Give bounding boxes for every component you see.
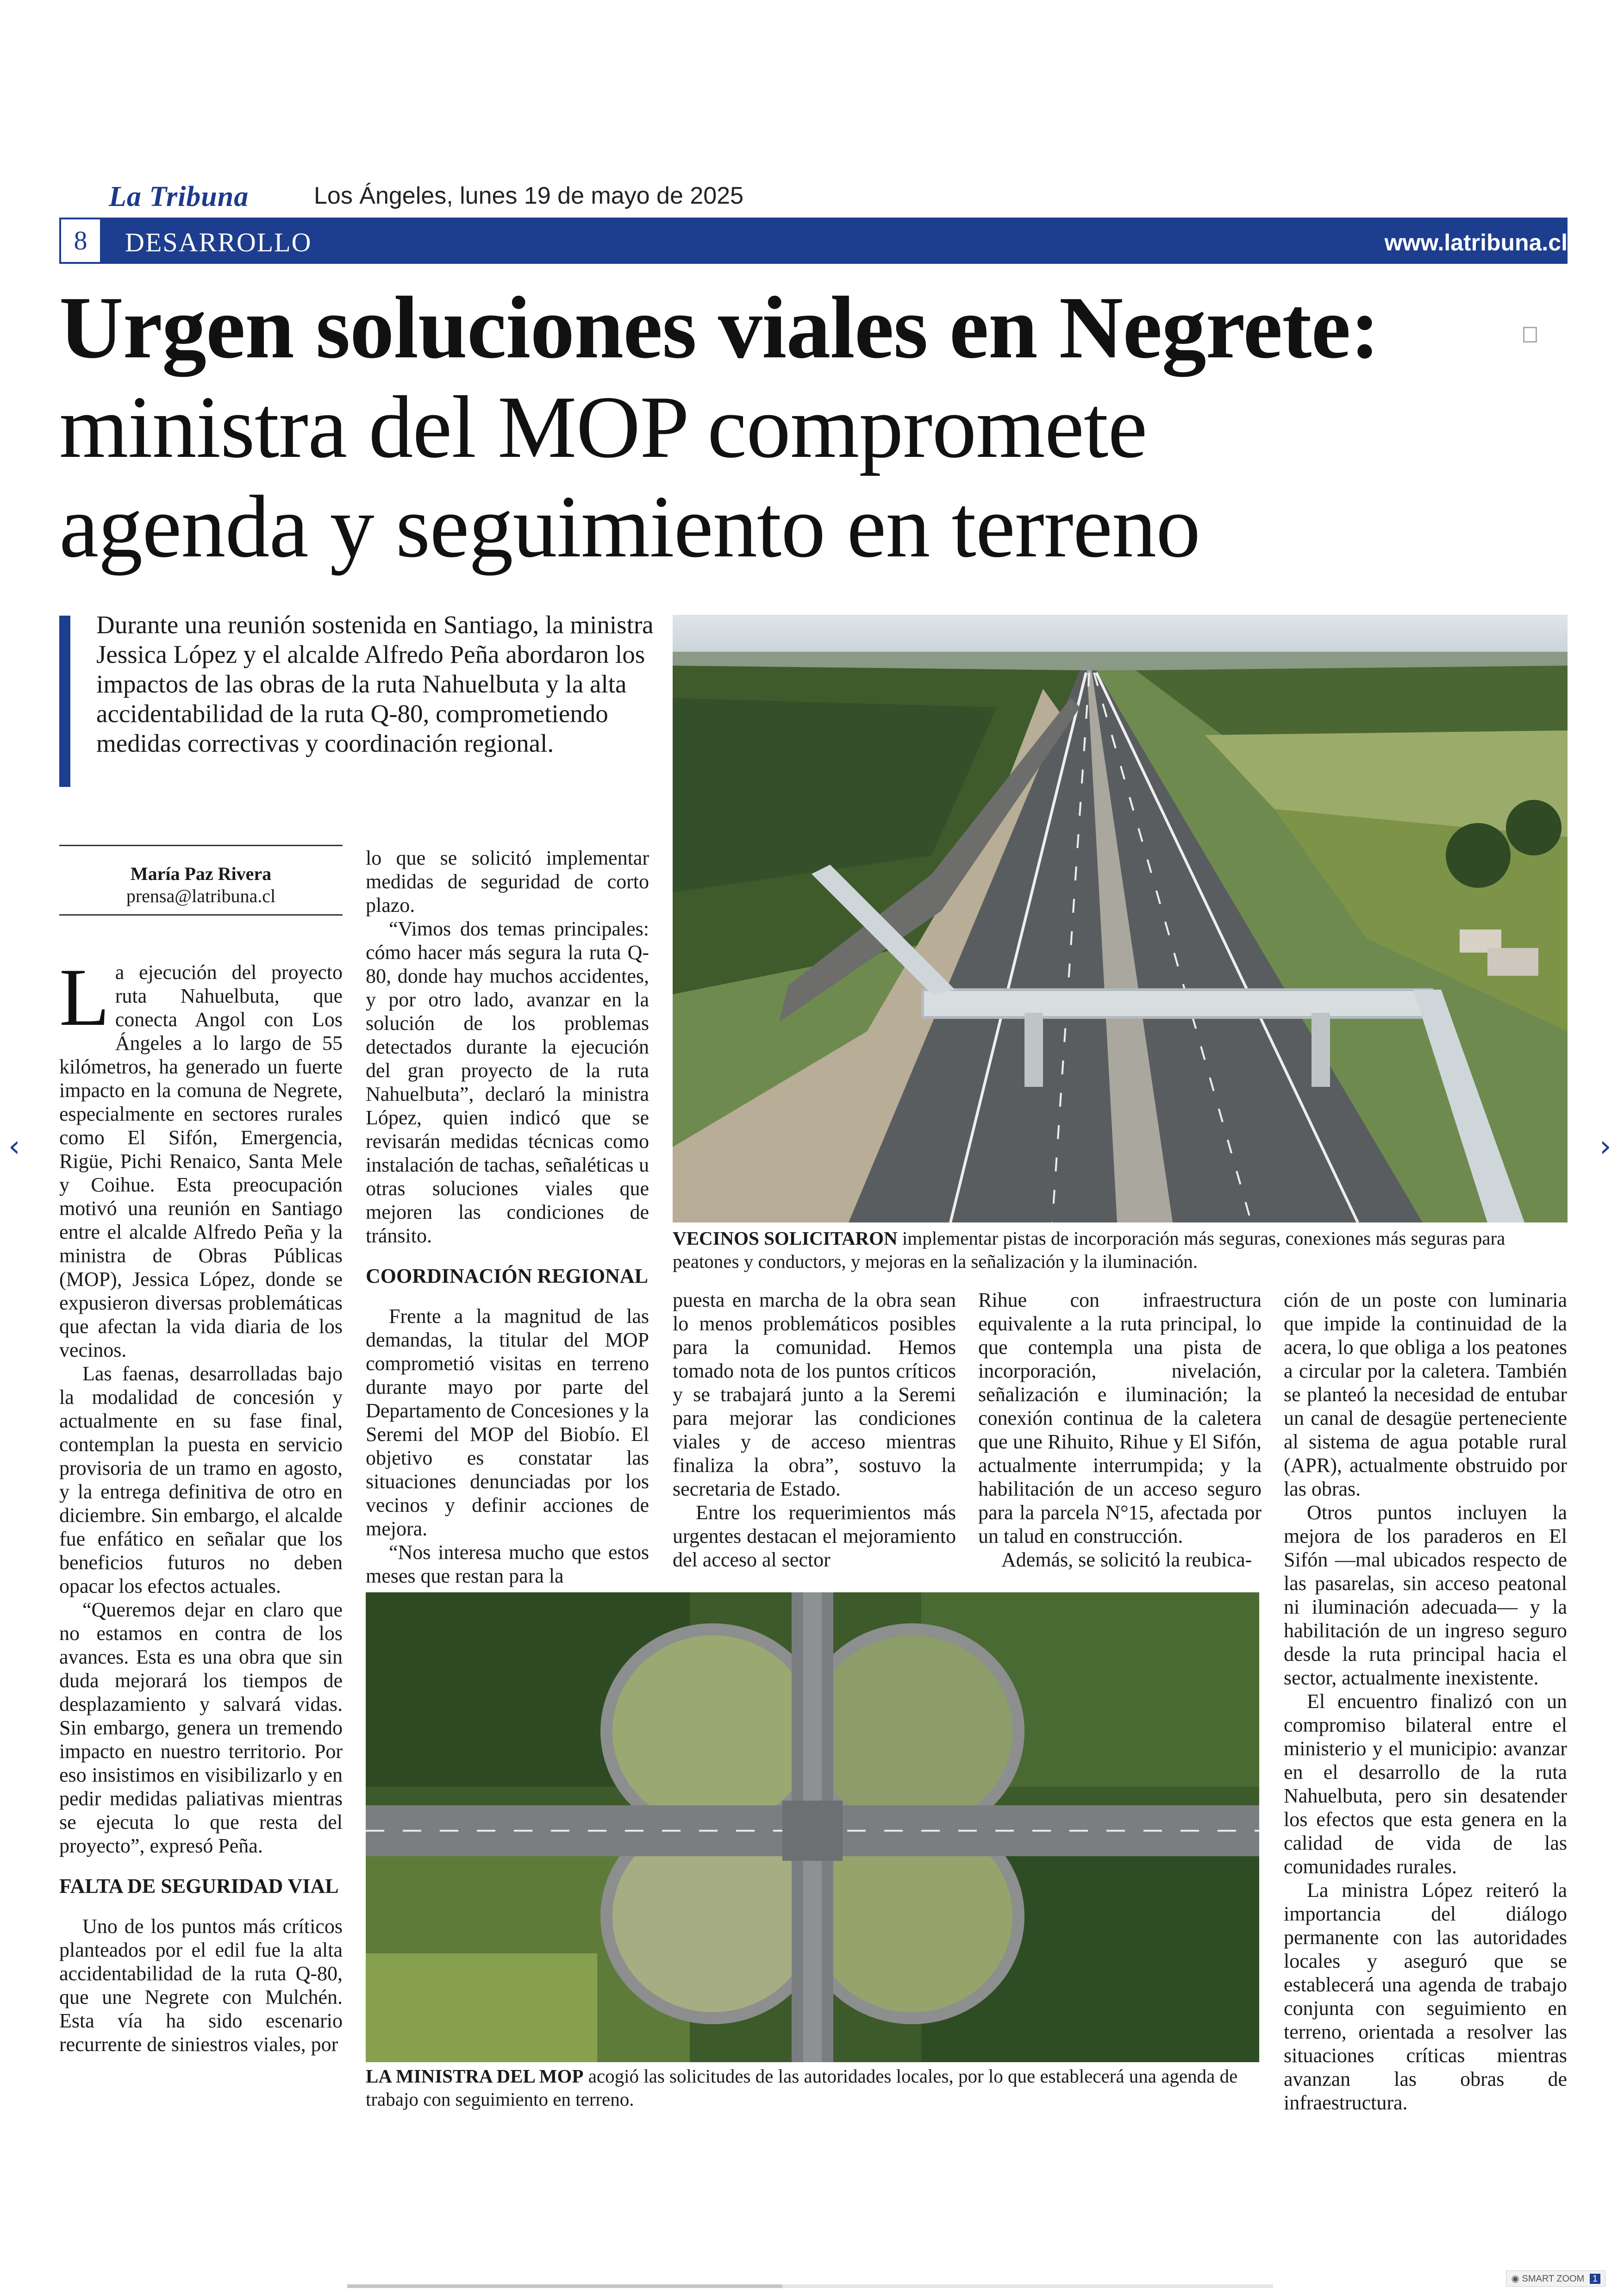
smart-zoom-label: SMART ZOOM: [1522, 2274, 1585, 2284]
drop-cap: L: [59, 951, 110, 1043]
share-icon[interactable]: [1523, 327, 1537, 343]
byline-author: María Paz Rivera: [130, 863, 272, 884]
byline-email[interactable]: prensa@latribuna.cl: [126, 886, 276, 906]
interchange-photo: [366, 1592, 1259, 2062]
lead-accent-bar: [59, 616, 70, 787]
paragraph: Frente a la magnitud de las demandas, la titular del MOP comprometió visitas en terreno durante mayo por parte del Departamento de Concesiones y la Seremi del MOP del Biobío. El objetivo es constatar las situaciones denunciadas por los vecinos y definir acciones de mejora.: [366, 1305, 649, 1540]
highway-photo: [673, 615, 1568, 1222]
highway-illustration: [673, 615, 1568, 1222]
page-number: 8: [59, 218, 102, 264]
photo-caption-1: [673, 1227, 1566, 1273]
subheading: FALTA DE SEGURIDAD VIAL: [59, 1875, 339, 1897]
paragraph: lo que se solicitó implementar medidas de seguridad de corto plazo.: [366, 847, 649, 917]
caption-lead: VECINOS SOLICITARON: [673, 1228, 898, 1249]
paragraph: Uno de los puntos más críticos planteados por el edil fue la alta accidentabilidad de la ruta Q-80, que une Negrete con Mulchén. Esta vía ha sido escenario recurrente de siniestros viales, por: [59, 1915, 343, 2056]
paragraph: Además, se solicitó la reubica-: [1001, 1548, 1252, 1571]
dateline: Los Ángeles, lunes 19 de mayo de 2025: [314, 182, 744, 209]
paragraph: “Nos interesa mucho que estos meses que restan para la: [366, 1541, 649, 1587]
paragraph: a ejecución del proyecto ruta Nahuelbuta, que conecta Angol con Los Ángeles a lo largo de 55 kilómetros, ha generado un fuerte impacto en la comuna de Negrete, especialmente en sectores rurales como El Sifón, Emergencia, Rigüe, Pichi Renaico, Santa Mele y Coihue. Esta preocupación motivó una reunión en Santiago entre el alcalde Alfredo Peña y la ministra de Obras Públicas (MOP), Jessica López, donde se expusieron diversas problemáticas que afectan la vida diaria de los vecinos.: [59, 961, 343, 1361]
paragraph: “Queremos dejar en claro que no estamos en contra de los avances. Esta es una obra que sin duda mejorará los tiempos de desplazamiento y salvará vidas. Sin embargo, genera un tremendo impacto en nuestro territorio. Por eso insistimos en visibilizarlo y en pedir medidas paliativas mientras se ejecuta lo que resta del proyecto”, expresó Peña.: [59, 1598, 343, 1857]
paragraph: puesta en marcha de la obra sean lo menos problemáticos posibles para la comunidad. Hemos tomado nota de los puntos críticos y se trabajará junto a la Seremi para mejorar las condiciones viales y de acceso mientras finaliza la obra”, sostuvo la secretaria de Estado.: [673, 1289, 956, 1500]
paragraph: “Vimos dos temas principales: cómo hacer más segura la ruta Q-80, donde hay muchos accidentes, y por otro lado, avanzar en la solución de los problemas detectados durante la ejecución del gran proyecto de la ruta Nahuelbuta”, declaró la ministra López, quien indicó que se revisarán medidas técnicas como instalación de tachas, señaléticas u otras soluciones viales que mejoren las condiciones de tránsito.: [366, 917, 649, 1247]
article-column-4: [978, 1288, 1262, 1572]
subheading: COORDINACIÓN REGIONAL: [366, 1265, 648, 1287]
smart-zoom-count: 1: [1590, 2274, 1600, 2284]
byline-rule-top: [59, 845, 343, 846]
byline-rule-bottom: [59, 914, 343, 916]
article-column-3: [673, 1288, 956, 1572]
smart-zoom-button[interactable]: [1506, 2270, 1605, 2287]
article-column-2: [366, 846, 649, 1588]
photo-caption-2: [366, 2064, 1259, 2111]
eye-icon: ◉: [1511, 2274, 1519, 2284]
headline-line-2-text: ministra del MOP compromete: [59, 378, 1147, 476]
paragraph: Rihue con infraestructura equivalente a la ruta principal, lo que contempla una pista de incorporación, nivelación, señalización e iluminación; la conexión continua de la caletera que une Rihuito, Rihue y El Sifón, actualmente interrumpida; y la habilitación de un acceso seguro para la parcela N°15, afectada por un talud en construcción.: [978, 1289, 1262, 1547]
paragraph: Otros puntos incluyen la mejora de los paraderos en El Sifón —mal ubicados respecto de las pasarelas, sin acceso peatonal ni iluminación adecuada— y la habilitación de un ingreso seguro desde la ruta principal hacia el sector, actualmente inexistente.: [1284, 1501, 1567, 1689]
next-page-icon[interactable]: ›: [1599, 1129, 1612, 1164]
paragraph: El encuentro finalizó con un compromiso bilateral entre el ministerio y el municipio: avanzar en el desarrollo de la ruta Nahuelbuta, pero sin desatender los efectos que esta genera en la calidad de vida de las comunidades rurales.: [1284, 1690, 1567, 1878]
website-link[interactable]: www.latribuna.cl: [1384, 230, 1568, 256]
caption-text: acogió las solicitudes de las autoridades locales, por lo que establecerá una agenda de trabajo con seguimiento en terreno.: [366, 2065, 1238, 2110]
previous-page-icon[interactable]: ‹: [8, 1129, 20, 1164]
caption-text: implementar pistas de incorporación más seguras, conexiones más seguras para peatones y conductors, y mejoras en la señalización y la iluminación.: [673, 1228, 1505, 1272]
newspaper-logo: La Tribuna: [109, 181, 249, 212]
article-column-5: [1284, 1288, 1567, 2114]
section-label: DESARROLLO: [125, 227, 312, 257]
caption-lead: LA MINISTRA DEL MOP: [366, 2065, 584, 2087]
paragraph: Entre los requerimientos más urgentes destacan el mejoramiento del acceso al sector: [673, 1501, 956, 1571]
paragraph: La ministra López reiteró la importancia del diálogo permanente con las autoridades locales y aseguró que se establecerá una agenda de trabajo conjunta con seguimiento en terreno, orientada a resolver las situaciones críticas mientras avanzan las obras de infraestructura.: [1284, 1879, 1567, 2114]
headline-line-1: Urgen soluciones viales en Negrete:: [59, 278, 1380, 377]
paragraph: ción de un poste con luminaria que impide la continuidad de la acera, lo que obliga a los peatones a circular por la caletera. También se planteó la necesidad de entubar un canal de desagüe perteneciente al sistema de agua potable rural (APR), actualmente obstruido por las obras.: [1284, 1289, 1567, 1500]
headline-line-3-text: agenda y seguimiento en terreno: [59, 477, 1200, 576]
headline-line-2: [59, 377, 1541, 576]
lead-paragraph: Durante una reunión sostenida en Santiago, la ministra Jessica López y el alcalde Alfredo Peña abordaron los impactos de las obras de la ruta Nahuelbuta y la alta accidentabilidad de la ruta Q-80, comprometiendo medidas correctivas y coordinación regional.: [96, 611, 654, 757]
scrollbar-thumb[interactable]: [347, 2284, 782, 2288]
article-column-1: [59, 951, 343, 2056]
paragraph: Las faenas, desarrolladas bajo la modalidad de concesión y actualmente en su fase final, contemplan la puesta en servicio provisoria de un tramo en agosto, y la entrega definitiva de otro en diciembre. Sin embargo, el alcalde fue enfático en señalar que los beneficios futuros no deben opacar los efectos actuales.: [59, 1362, 343, 1597]
interchange-illustration: [366, 1592, 1259, 2062]
